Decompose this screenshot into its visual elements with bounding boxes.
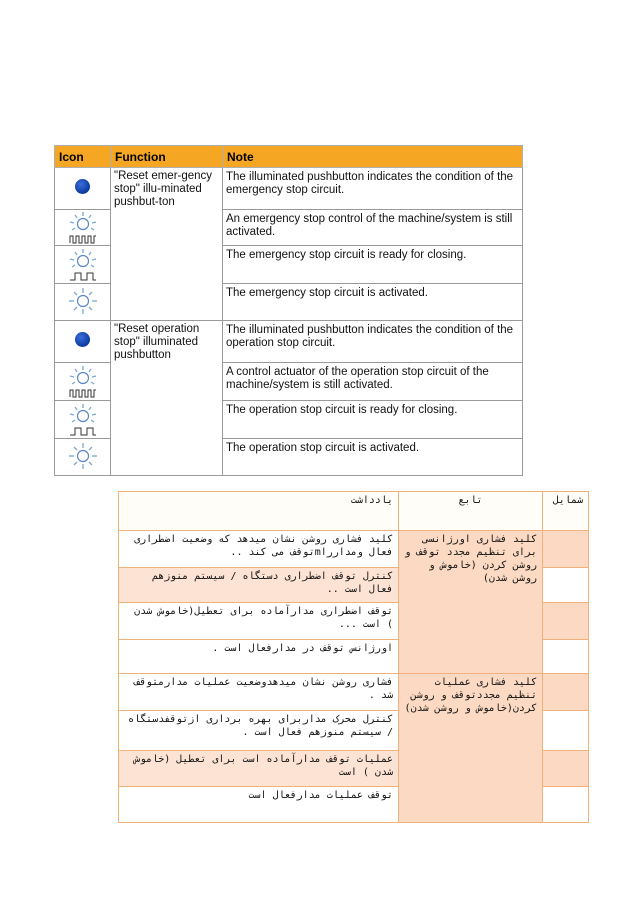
- note-cell: The illuminated pushbutton indicates the condition of the emergency stop circuit.: [223, 168, 523, 210]
- flashing-fast-lamp-icon: [55, 363, 111, 401]
- table-row: [55, 321, 523, 363]
- header-icon: شمایل: [543, 492, 589, 531]
- flashing-fast-lamp-icon: [55, 210, 111, 246]
- note-cell: کلید فشاری روشن نشان میدهد که وضعیت اضطراری فعال ومدارراmتوقف می کند ..: [119, 531, 399, 567]
- note-cell: کنترل توقف اضطراری دستگاه / سیستم منوزهم فعال است ..: [119, 567, 399, 602]
- solid-lamp-icon: [55, 168, 111, 210]
- table-row: [119, 531, 589, 567]
- lamp-on-icon: [55, 439, 111, 476]
- note-cell: عملیات توقف مدارآماده است برای تعطیل (خاموش شدن ) است: [119, 751, 399, 786]
- note-cell: The emergency stop circuit is ready for closing.: [223, 246, 523, 284]
- note-cell: The operation stop circuit is ready for closing.: [223, 401, 523, 439]
- flashing-slow-lamp-icon: [55, 246, 111, 284]
- icon-cell: [543, 639, 589, 673]
- table-header-row: [55, 146, 523, 168]
- note-cell: اورژانس توقف در مدارفعال است .: [119, 639, 399, 673]
- english-signal-table: [54, 145, 523, 476]
- icon-cell: [543, 751, 589, 786]
- note-cell: فشاری روشن نشان میدهدوضعیت عملیات مدارمتوقف شد .: [119, 674, 399, 710]
- flashing-slow-lamp-icon: [55, 401, 111, 439]
- note-cell: The operation stop circuit is activated.: [223, 439, 523, 476]
- note-cell: The emergency stop circuit is activated.: [223, 284, 523, 321]
- header-function: تابع: [399, 492, 543, 531]
- function-cell: کلید فشاری اورژانسی برای تنظیم مجدد توقف و روشن کردن (خاموش و روشن شدن): [399, 531, 543, 674]
- header-note: Note: [223, 146, 523, 168]
- solid-lamp-icon: [55, 321, 111, 363]
- icon-cell: [543, 603, 589, 639]
- note-cell: توقف اضطراری مدارآماده برای تعطیل(خاموش شدن ) است ...: [119, 603, 399, 639]
- function-cell: کلید فشاری عملیات تنظیم مجددتوقف و روشن کردن(خاموش و روشن شدن): [399, 674, 543, 823]
- icon-cell: [543, 710, 589, 750]
- note-cell: A control actuator of the operation stop circuit of the machine/system is still activated.: [223, 363, 523, 401]
- table-row: [119, 674, 589, 710]
- table-row: [55, 168, 523, 210]
- function-cell: "Reset operation stop" illuminated pushbutton: [111, 321, 223, 476]
- header-icon: Icon: [55, 146, 111, 168]
- header-function: Function: [111, 146, 223, 168]
- function-cell: "Reset emer-gency stop" illu-minated pushbut-ton: [111, 168, 223, 321]
- icon-cell: [543, 567, 589, 602]
- lamp-on-icon: [55, 284, 111, 321]
- icon-cell: [543, 531, 589, 567]
- persian-signal-table: [118, 491, 589, 823]
- note-cell: توقف عملیات مدارفعال است: [119, 786, 399, 822]
- note-cell: کنترل محرک مداربرای بهره برداری ازتوقفدستگاه / سیستم منوزهم فعال است .: [119, 710, 399, 750]
- icon-cell: [543, 674, 589, 710]
- icon-cell: [543, 786, 589, 822]
- note-cell: An emergency stop control of the machine/system is still activated.: [223, 210, 523, 246]
- header-note: یادداشت: [119, 492, 399, 531]
- note-cell: The illuminated pushbutton indicates the condition of the operation stop circuit.: [223, 321, 523, 363]
- table-header-row: [119, 492, 589, 531]
